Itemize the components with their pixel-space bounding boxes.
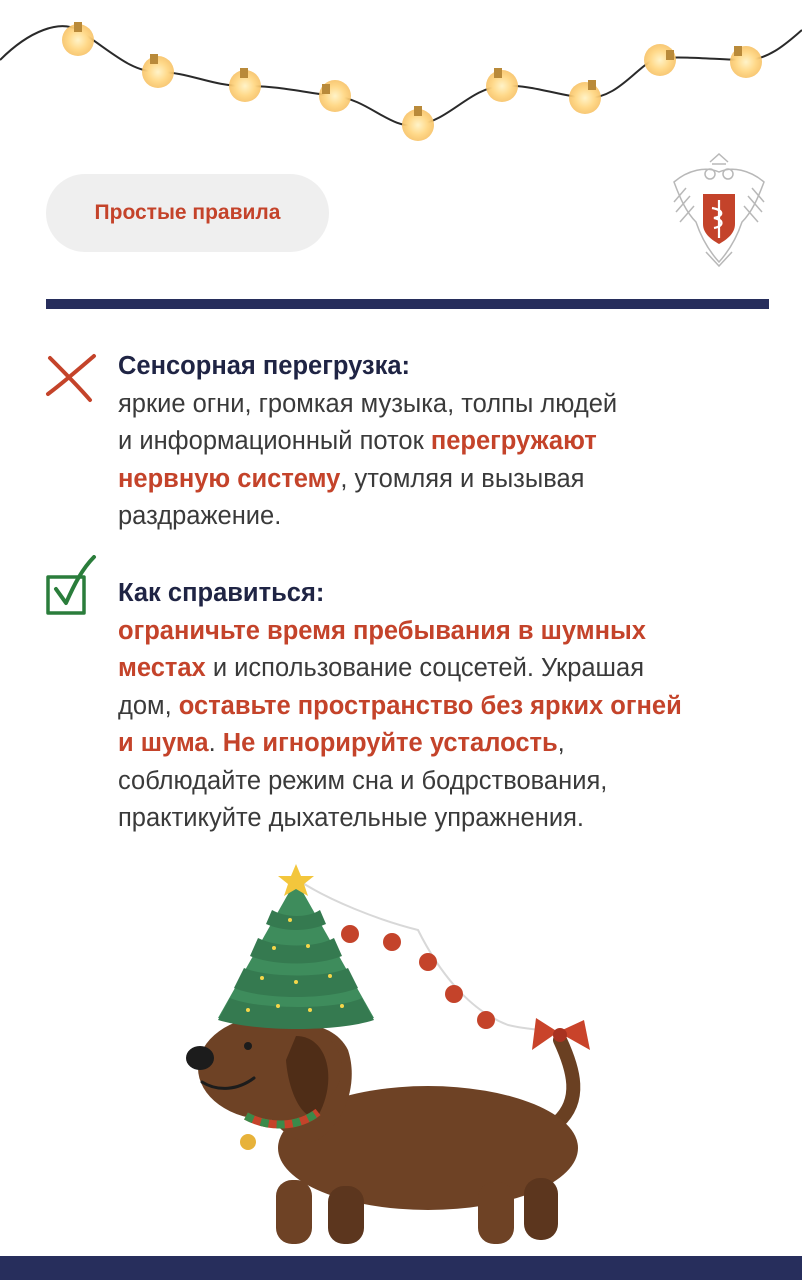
problem-line-4 xyxy=(118,498,778,536)
problem-highlight-1: перегружают xyxy=(430,427,597,455)
solution-text-6: практикуйте дыхательные упражнения. xyxy=(118,804,584,832)
footer-bar xyxy=(0,1256,802,1280)
solution-highlight-3: оставьте пространство без ярких огней xyxy=(178,691,682,720)
solution-text-2: дом, xyxy=(118,691,179,720)
solution-text-4: , xyxy=(557,729,565,757)
problem-text-4: раздражение. xyxy=(118,502,282,530)
checkbox-icon xyxy=(44,555,98,617)
problem-text-3: , утомляя и вызывая xyxy=(340,464,585,493)
section-badge-label: Простые правила xyxy=(94,201,281,224)
problem-highlight-2: нервную систему xyxy=(118,464,341,493)
cross-icon xyxy=(44,352,98,404)
problem-line-3 xyxy=(118,461,778,499)
solution-highlight-5: Не игнорируйте усталость xyxy=(222,729,558,757)
ministry-emblem-icon xyxy=(666,152,772,270)
problem-line-2 xyxy=(118,423,778,461)
solution-line-4 xyxy=(118,725,778,763)
problem-text-2: и информационный поток xyxy=(118,427,431,455)
solution-line-6 xyxy=(118,800,778,838)
solution-block xyxy=(118,575,778,838)
solution-highlight-4: и шума xyxy=(118,729,209,757)
solution-text-3: . xyxy=(208,729,223,757)
section-divider xyxy=(46,299,769,309)
solution-highlight-1: ограничьте время пребывания в шумных xyxy=(118,616,646,645)
section-badge xyxy=(46,174,329,252)
dachshund-illustration xyxy=(178,860,638,1260)
solution-text-1: и использование соцсетей. Украшая xyxy=(205,654,645,682)
solution-heading: Как справиться: xyxy=(118,579,325,607)
string-lights-illustration xyxy=(0,0,802,160)
problem-line-1 xyxy=(118,386,778,424)
solution-line-1 xyxy=(118,613,778,651)
solution-line-2 xyxy=(118,650,778,688)
solution-highlight-2: местах xyxy=(118,654,206,682)
solution-text-5: соблюдайте режим сна и бодрствования, xyxy=(118,766,608,795)
solution-line-3 xyxy=(118,688,778,726)
solution-line-5 xyxy=(118,763,778,801)
problem-heading: Сенсорная перегрузка: xyxy=(118,352,411,380)
problem-block xyxy=(118,348,778,536)
problem-text-1: яркие огни, громкая музыка, толпы людей xyxy=(118,389,618,418)
